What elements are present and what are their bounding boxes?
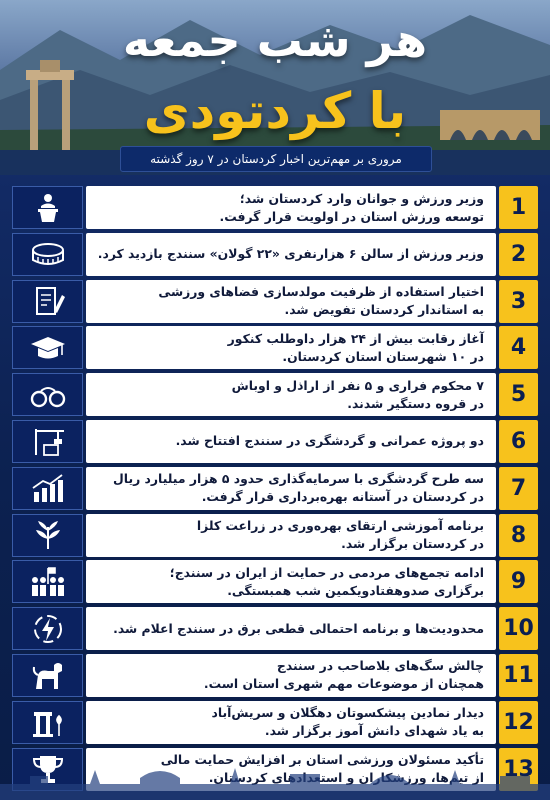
poster-title: هر شب جمعه [122, 13, 428, 67]
news-text: اختیار استفاده از ظرفیت مولدسازی فضاهای ورزشی به استاندار کردستان تفویض شد. [86, 280, 496, 323]
news-text: آغاز رقابت بیش از ۲۴ هزار داوطلب کنکور در ۱۰ شهرستان استان کردستان. [86, 326, 496, 369]
news-number: 3 [499, 280, 538, 323]
news-number: 4 [499, 326, 538, 369]
dog-icon [12, 654, 83, 697]
crowd-flag-icon [12, 560, 83, 603]
news-number: 6 [499, 420, 538, 463]
news-item [12, 420, 538, 463]
podium-speaker-icon [12, 186, 83, 229]
news-item [12, 607, 538, 650]
news-number: 9 [499, 560, 538, 603]
news-number: 7 [499, 467, 538, 510]
power-outage-icon [12, 607, 83, 650]
news-list [12, 186, 538, 794]
news-number: 12 [499, 701, 538, 744]
news-item [12, 280, 538, 323]
stadium-icon [12, 233, 83, 276]
news-number: 8 [499, 514, 538, 557]
construction-crane-icon [12, 420, 83, 463]
handcuffs-icon [12, 373, 83, 416]
news-item [12, 467, 538, 510]
news-text: وزیر ورزش از سالن ۶ هزارنفری «۲۲ گولان» سنندج بازدید کرد. [86, 233, 496, 276]
news-text: ۷ محکوم فراری و ۵ نفر از اراذل و اوباش در قروه دستگیر شدند. [86, 373, 496, 416]
news-item [12, 326, 538, 369]
news-number: 11 [499, 654, 538, 697]
news-item [12, 233, 538, 276]
news-number: 1 [499, 186, 538, 229]
news-number: 13 [499, 748, 538, 791]
city-skyline-illustration [0, 740, 550, 800]
document-pen-icon [12, 280, 83, 323]
plant-sprout-icon [12, 514, 83, 557]
news-number: 5 [499, 373, 538, 416]
news-item [12, 560, 538, 603]
news-item [12, 514, 538, 557]
news-text: چالش سگ‌های بلاصاحب در سنندج همچنان از موضوعات مهم شهری استان است. [86, 654, 496, 697]
news-item [12, 186, 538, 229]
news-item [12, 701, 538, 744]
news-text: برنامه آموزشی ارتقای بهره‌وری در زراعت کلزا در کردستان برگزار شد. [86, 514, 496, 557]
news-text: دو پروژه عمرانی و گردشگری در سنندج افتتاح شد. [86, 420, 496, 463]
news-text: ادامه تجمع‌های مردمی در حمایت از ایران در سنندج؛ برگزاری صدوهفتادویکمین شب همبستگی. [86, 560, 496, 603]
news-number: 2 [499, 233, 538, 276]
news-text: وزیر ورزش و جوانان وارد کردستان شد؛ توسعه ورزش استان در اولویت قرار گرفت. [86, 186, 496, 229]
news-text: تأکید مسئولان ورزشی استان بر افزایش حمایت مالی از تیم‌ها، و [86, 748, 496, 791]
news-item [12, 654, 538, 697]
growth-chart-icon [12, 467, 83, 510]
news-text: دیدار نمادین پیشکسوتان دهگلان و سریش‌آباد به یاد شهدای دانش آموز برگزار شد. [86, 701, 496, 744]
poster-brand-title: با کردتودی [143, 82, 407, 140]
poster-subtitle: مروری بر مهم‌ترین اخبار کردستان در ۷ روز گذشته [120, 146, 432, 172]
news-number: 10 [499, 607, 538, 650]
news-text: سه طرح گردشگری با سرمایه‌گذاری حدود ۵ هزار میلیارد ریال در کردستان در آستانه بهره‌برداری قرار گرفت. [86, 467, 496, 510]
news-text: محدودیت‌ها و برنامه احتمالی قطعی برق در سنندج اعلام شد. [86, 607, 496, 650]
graduation-cap-icon [12, 326, 83, 369]
news-item [12, 373, 538, 416]
memorial-monument-icon [12, 701, 83, 744]
